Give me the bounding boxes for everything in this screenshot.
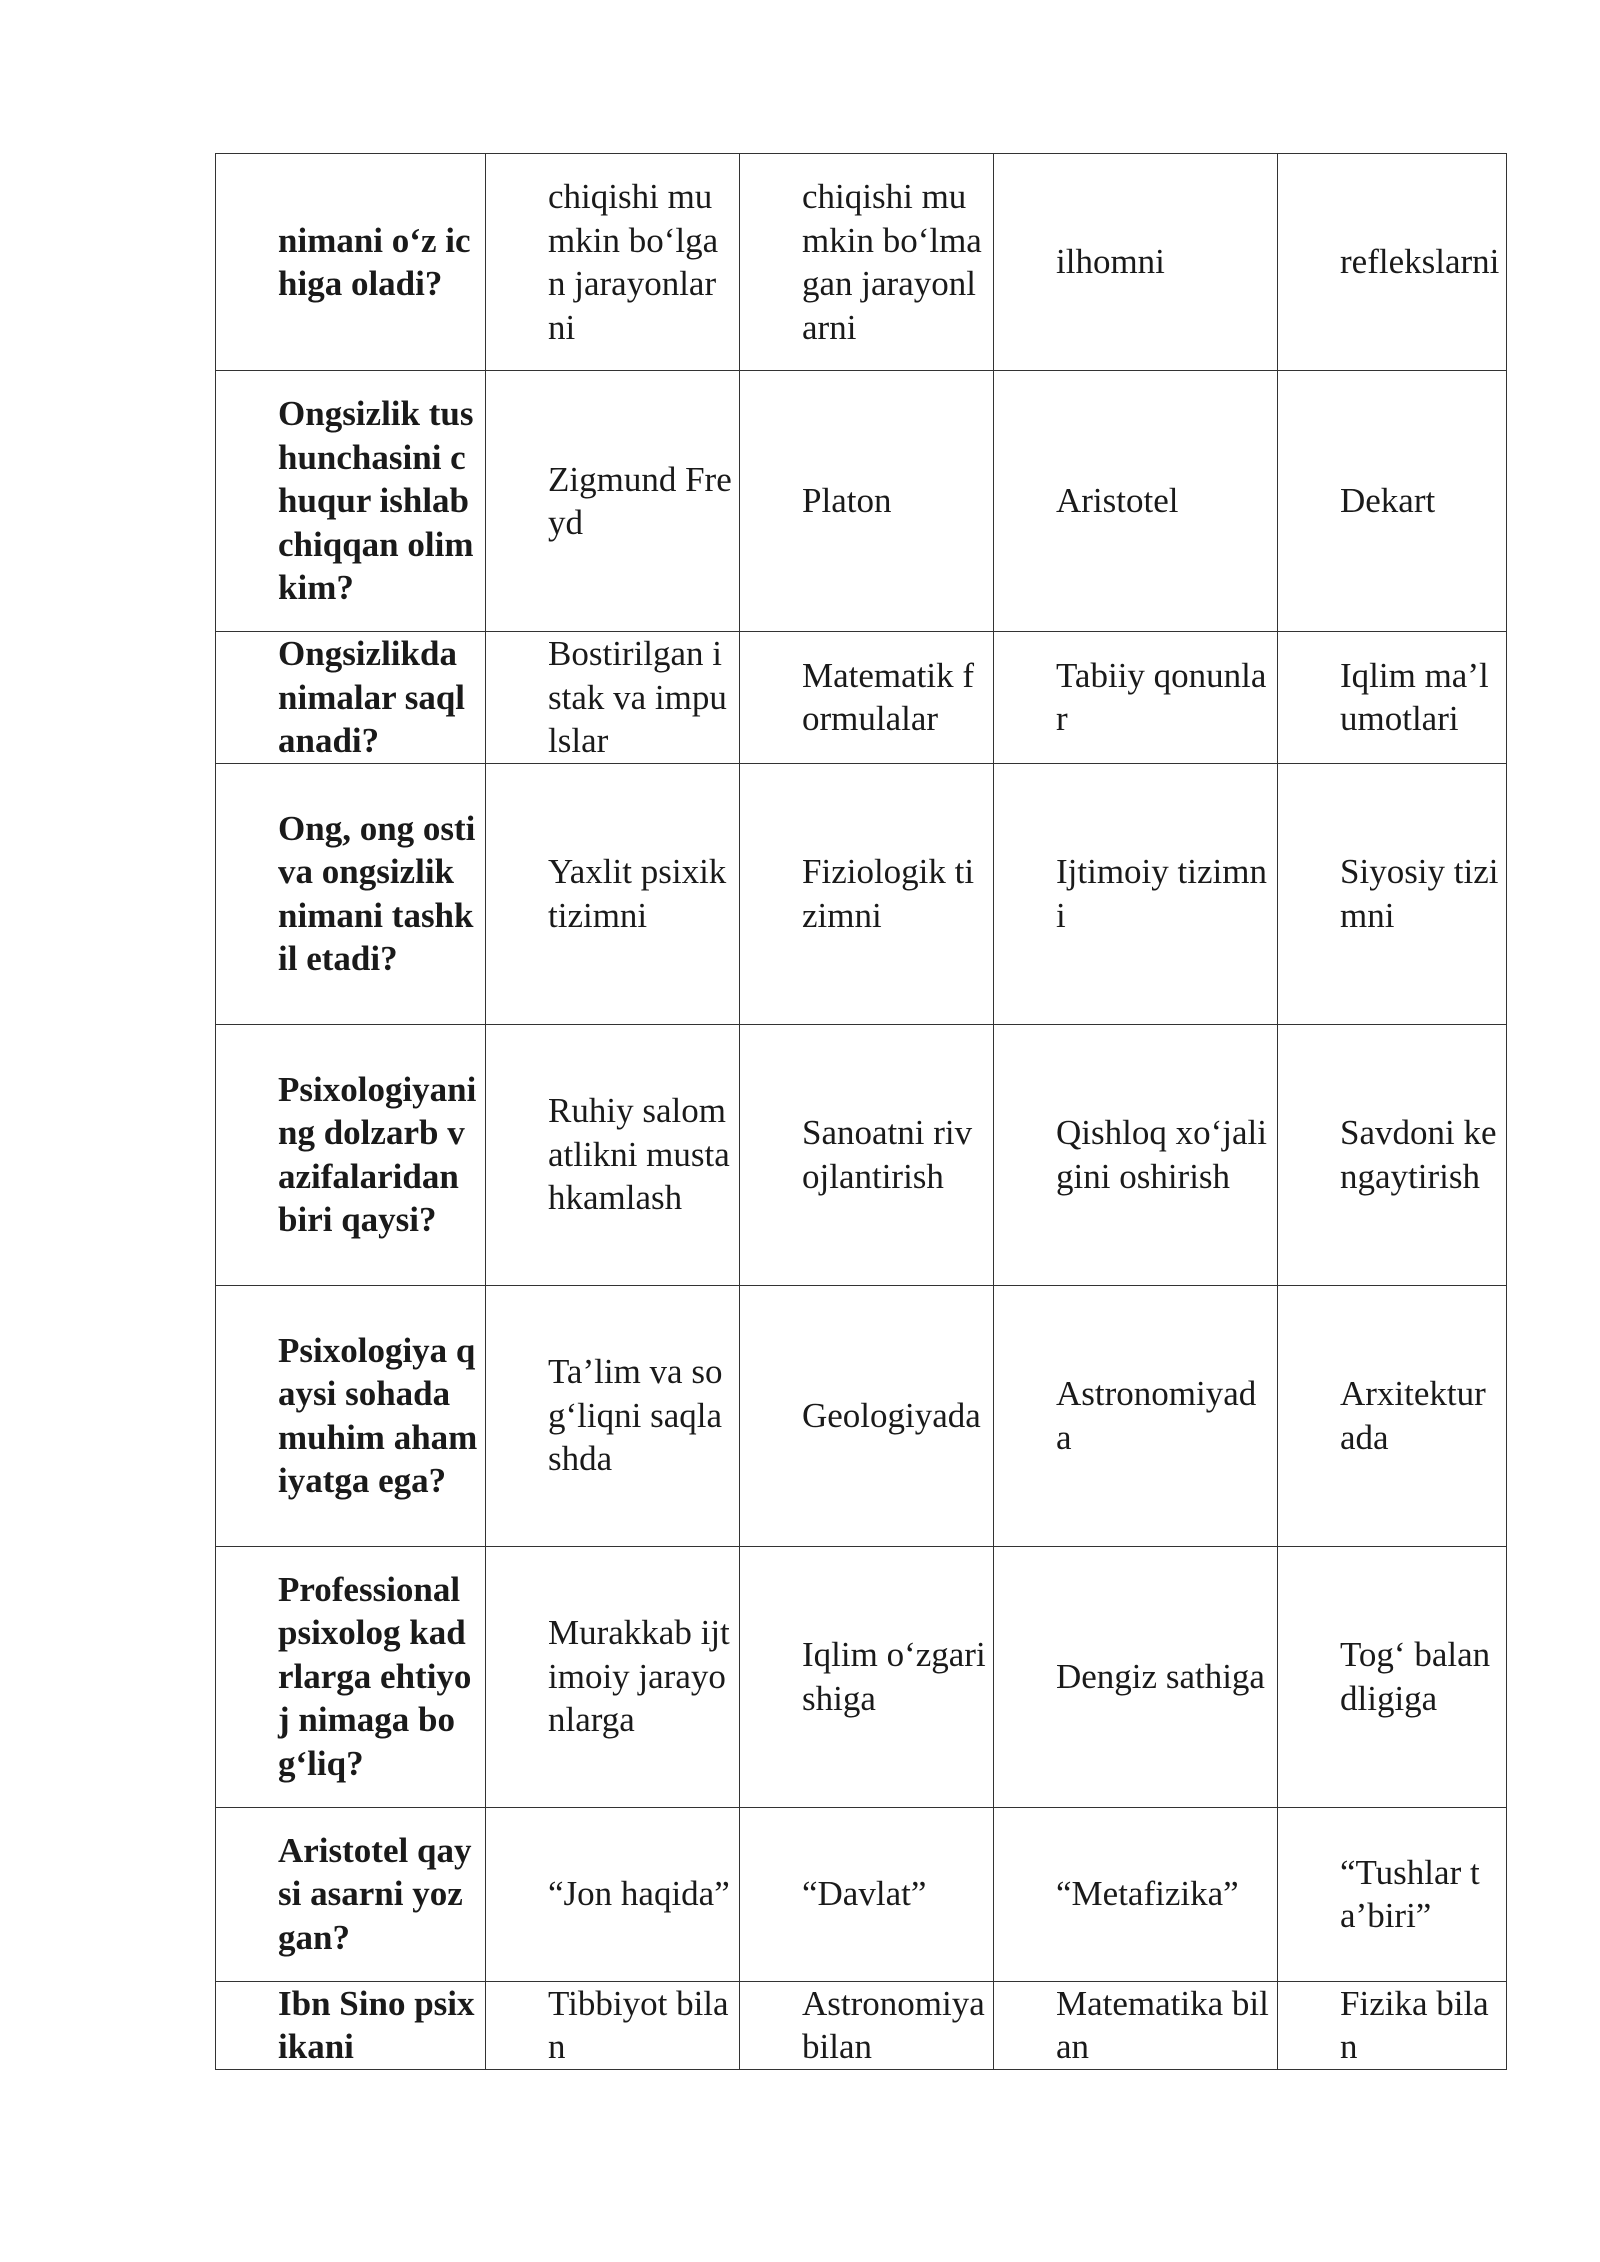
option-d-cell: Fizika bilan [1278,1981,1507,2069]
question-cell: Ongsizlikda nimalar saqlanadi? [216,632,486,764]
question-cell: nimani o‘z ichiga oladi? [216,154,486,371]
option-d-cell: Dekart [1278,371,1507,632]
option-d-cell: Savdoni kengaytirish [1278,1024,1507,1285]
option-d-cell: Arxitekturada [1278,1285,1507,1546]
option-b-cell: Platon [740,371,994,632]
question-cell: Professional psixolog kadrlarga ehtiyoj nimaga bog‘liq? [216,1546,486,1807]
option-a-cell: Tibbiyot bilan [486,1981,740,2069]
option-c-cell: ilhomni [994,154,1278,371]
option-a-cell: “Jon haqida” [486,1807,740,1981]
option-c-cell: Matematika bilan [994,1981,1278,2069]
option-c-cell: Qishloq xo‘jaligini oshirish [994,1024,1278,1285]
option-b-cell: “Davlat” [740,1807,994,1981]
option-b-cell: chiqishi mumkin bo‘lmagan jarayonlarni [740,154,994,371]
option-b-cell: Geologiyada [740,1285,994,1546]
option-c-cell: Aristotel [994,371,1278,632]
question-cell: Aristotel qaysi asarni yozgan? [216,1807,486,1981]
question-cell: Psixologiyaning dolzarb vazifalaridan biri qaysi? [216,1024,486,1285]
option-c-cell: Dengiz sathiga [994,1546,1278,1807]
option-d-cell: Iqlim ma’lumotlari [1278,632,1507,764]
option-d-cell: Siyosiy tizimni [1278,763,1507,1024]
option-a-cell: Ruhiy salomatlikni mustahkamlash [486,1024,740,1285]
option-c-cell: Astronomiyada [994,1285,1278,1546]
option-a-cell: Zigmund Freyd [486,371,740,632]
question-cell: Ong, ong osti va ongsizlik nimani tashkil etadi? [216,763,486,1024]
option-a-cell: Ta’lim va sog‘liqni saqlashda [486,1285,740,1546]
option-b-cell: Iqlim o‘zgarishiga [740,1546,994,1807]
table-row [216,1024,1507,1285]
option-a-cell: Yaxlit psixik tizimni [486,763,740,1024]
option-b-cell: Astronomiya bilan [740,1981,994,2069]
option-d-cell: “Tushlar ta’biri” [1278,1807,1507,1981]
option-a-cell: Murakkab ijtimoiy jarayonlarga [486,1546,740,1807]
option-b-cell: Fiziologik tizimni [740,763,994,1024]
table-row [216,154,1507,371]
table-row [216,1285,1507,1546]
table-row [216,763,1507,1024]
option-a-cell: chiqishi mumkin bo‘lgan jarayonlarni [486,154,740,371]
question-cell: Psixologiya qaysi sohada muhim ahamiyatga ega? [216,1285,486,1546]
option-c-cell: Tabiiy qonunlar [994,632,1278,764]
option-b-cell: Matematik formulalar [740,632,994,764]
table-row [216,632,1507,764]
table-row [216,1807,1507,1981]
option-d-cell: Tog‘ balandligiga [1278,1546,1507,1807]
option-d-cell: reflekslarni [1278,154,1507,371]
question-cell: Ongsizlik tushunchasini chuqur ishlab chiqqan olim kim? [216,371,486,632]
quiz-table [215,153,1507,2070]
table-row [216,1981,1507,2069]
option-c-cell: “Metafizika” [994,1807,1278,1981]
table-row [216,1546,1507,1807]
option-c-cell: Ijtimoiy tizimni [994,763,1278,1024]
table-row [216,371,1507,632]
option-b-cell: Sanoatni rivojlantirish [740,1024,994,1285]
question-cell: Ibn Sino psixikani [216,1981,486,2069]
option-a-cell: Bostirilgan istak va impulslar [486,632,740,764]
